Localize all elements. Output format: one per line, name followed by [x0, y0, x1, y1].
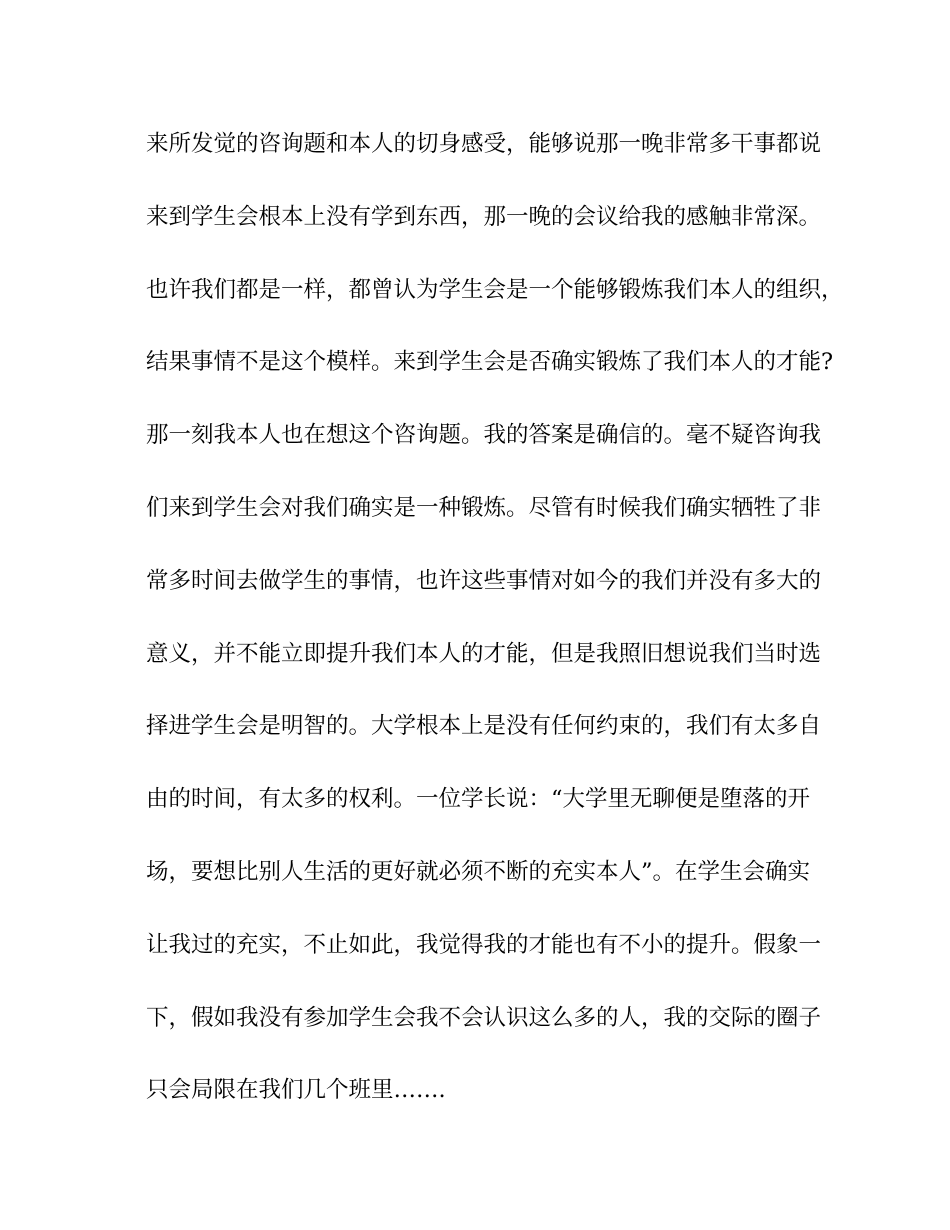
- text-line: 下，假如我没有参加学生会我不会认识这么多的人，我的交际的圈子: [146, 1004, 822, 1031]
- text-line: 只会局限在我们几个班里…….: [146, 1077, 446, 1104]
- body-text: [146, 124, 844, 1143]
- text-line: 们来到学生会对我们确实是一种锻炼。尽管有时候我们确实牺牲了非: [146, 494, 822, 521]
- text-line: 由的时间，有太多的权利。一位学长说：“大学里无聊便是堕落的开: [146, 786, 811, 813]
- text-line: 常多时间去做学生的事情，也许这些事情对如今的我们并没有多大的: [146, 567, 822, 594]
- text-line: 来所发觉的咨询题和本人的切身感受，能够说那一晚非常多干事都说: [146, 131, 822, 157]
- text-line: 也许我们都是一样，都曾认为学生会是一个能够锻炼我们本人的组织，: [146, 276, 844, 303]
- text-line: 让我过的充实，不止如此，我觉得我的才能也有不小的提升。假象一: [146, 931, 822, 958]
- text-line: 场，要想比别人生活的更好就必须不断的充实本人”。在学生会确实: [146, 858, 811, 885]
- text-line: 来到学生会根本上没有学到东西，那一晚的会议给我的感触非常深。: [146, 203, 822, 230]
- text-line: 结果事情不是这个模样。来到学生会是否确实锻炼了我们本人的才能?: [146, 349, 834, 376]
- text-line: 那一刻我本人也在想这个咨询题。我的答案是确信的。毫不疑咨询我: [146, 422, 822, 449]
- text-line: 择进学生会是明智的。大学根本上是没有任何约束的，我们有太多自: [146, 713, 822, 740]
- text-line: 意义，并不能立即提升我们本人的才能，但是我照旧想说我们当时选: [146, 640, 822, 667]
